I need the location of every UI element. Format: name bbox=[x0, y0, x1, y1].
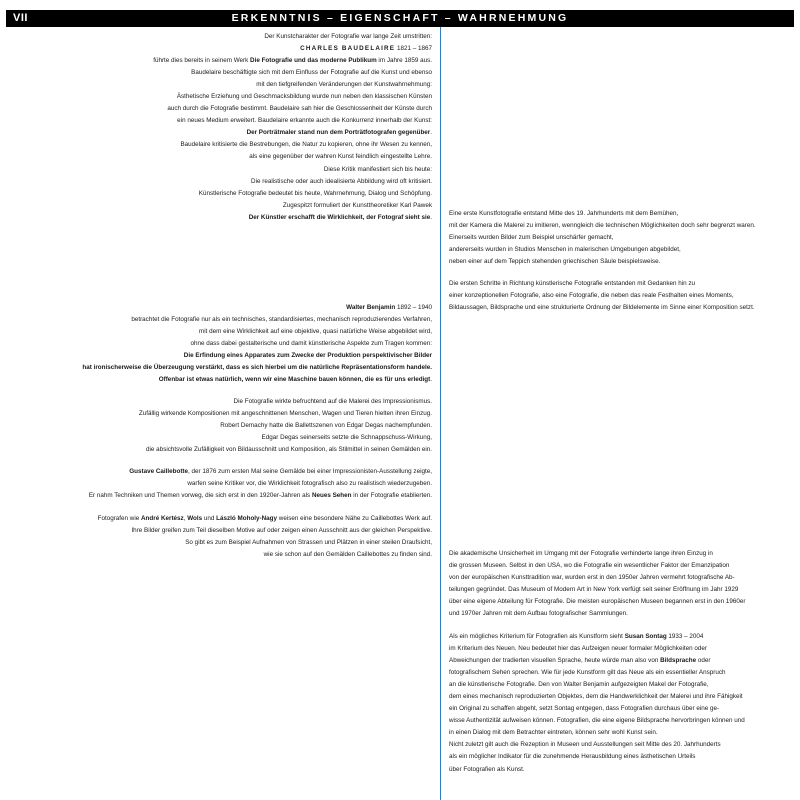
emphasized-text: Der Künstler erschafft die Wirklichkeit, der Fotograf sieht sie bbox=[248, 213, 431, 221]
text-line bbox=[449, 596, 746, 608]
text-run: Baudelaire kritisierte die Bestrebungen, die Natur zu kopieren, ohne ihr Wesen zu kennen, bbox=[180, 141, 432, 149]
text-run: mit der Kamera die Malerei zu imitieren, wenngleich die technischen Möglichkeiten doch sehr begrenzt waren. bbox=[449, 222, 756, 230]
text-line bbox=[153, 151, 432, 163]
text-run: als ein möglicher Indikator für die zunehmende Herausbildung eines ästhetischen Urteils bbox=[449, 753, 696, 761]
text-run: weisen eine besondere Nähe zu Caillebottes Werk auf. bbox=[277, 515, 432, 522]
text-line bbox=[98, 525, 432, 537]
text-line bbox=[449, 208, 756, 220]
text-line bbox=[139, 432, 432, 444]
text-line bbox=[449, 278, 755, 290]
chapter-header-bar bbox=[6, 10, 794, 27]
emphasized-text: Neues Sehen bbox=[311, 492, 352, 500]
text-run: Abweichungen der tradierten visuellen Sprache, heute würde man also von bbox=[449, 657, 661, 665]
text-run: . bbox=[430, 213, 432, 221]
text-line bbox=[98, 513, 432, 525]
text-line bbox=[449, 232, 756, 244]
text-run: Der Kunstcharakter der Fotografie war lange Zeit umstritten: bbox=[264, 33, 432, 40]
text-run: als eine gegenüber der wahren Kunst feindlich eingestellte Lehre. bbox=[249, 153, 432, 161]
photographers-paragraph bbox=[98, 513, 432, 561]
text-line bbox=[153, 212, 432, 224]
text-line bbox=[89, 466, 432, 478]
text-line bbox=[82, 326, 432, 338]
text-line bbox=[449, 290, 755, 302]
text-run: Künstlerische Fotografie bedeutet bis heute, Wahrnehmung, Dialog und Schöpfung. bbox=[198, 189, 432, 197]
benjamin-paragraph bbox=[82, 302, 432, 386]
text-line bbox=[153, 164, 432, 176]
text-line bbox=[449, 655, 745, 667]
emphasized-text: Wols bbox=[187, 515, 203, 522]
emphasized-text: Offenbar ist etwas natürlich, wenn wir eine Maschine bauen können, die es für uns erledigt bbox=[158, 376, 431, 384]
text-run: teilungen gegründet. Das Museum of Modern Art in New York verfügt seit seiner Eröffnung im Jahr 1929 bbox=[449, 586, 739, 594]
text-run: , der 1876 zum ersten Mal seine Gemälde bei einer Impressionisten-Ausstellung zeigte, bbox=[188, 468, 432, 475]
text-line bbox=[449, 244, 756, 256]
text-line bbox=[449, 560, 746, 572]
text-line bbox=[449, 220, 756, 232]
text-run: wisse Authentizität aufweisen können. Fotografien, die eine eigene Bildsprache hervorbringen können und bbox=[449, 717, 745, 725]
text-line bbox=[449, 739, 745, 751]
text-run: Diese Kritik manifestiert sich bis heute: bbox=[323, 165, 432, 173]
text-run: oder bbox=[696, 657, 711, 665]
text-run: Die realistische oder auch idealisierte Abbildung wird oft kritisiert. bbox=[251, 177, 432, 185]
text-line bbox=[153, 79, 432, 91]
text-line bbox=[449, 691, 745, 703]
text-run: im Kriterium des Neuen. Neu bedeutet hier das Aufzeigen neuer formaler Möglichkeiten oder bbox=[449, 645, 707, 653]
text-line bbox=[153, 31, 432, 43]
text-line bbox=[153, 115, 432, 127]
text-run: dem eines mechanisch reproduzierten Objektes, dem die Handwerklichkeit der Malerei und ihre Fähigkeit bbox=[449, 693, 743, 701]
text-run: 1892 – 1940 bbox=[395, 304, 432, 311]
text-run: von der europäischen Kunsttradition war, wurden erst in den 1950er Jahren vermehrt fotografische Ab- bbox=[449, 574, 735, 582]
text-line bbox=[89, 478, 432, 490]
text-run: ein Original zu schaffen abgeht, setzt Sontag entgegen, dass Fotografien durchaus über eine ge- bbox=[449, 705, 720, 713]
text-line bbox=[449, 548, 746, 560]
text-run: und 1970er Jahren mit dem Aufbau fotografischer Sammlungen. bbox=[449, 610, 628, 618]
text-run: Die akademische Unsicherheit im Umgang mit der Fotografie verhinderte lange ihren Einzug in bbox=[449, 550, 713, 557]
text-line bbox=[153, 43, 432, 55]
text-run: auch durch die Fotografie bestimmt. Baudelaire sah hier die Geschlossenheit der Künste durch bbox=[167, 105, 432, 113]
text-line bbox=[449, 631, 745, 643]
text-line bbox=[139, 444, 432, 456]
text-line bbox=[449, 256, 756, 268]
text-run: die absichtsvolle Zufälligkeit von Bildausschnitt und Komposition, als Stilmittel in seinen Gemälden ein. bbox=[146, 446, 432, 454]
text-run: Bildaussagen, Bildsprache und eine strukturierte Ordnung der Bildelemente im Sinne einer Komposition setzt. bbox=[449, 304, 755, 312]
text-run: Robert Demachy hatte die Ballettszenen von Edgar Degas nachempfunden. bbox=[220, 422, 432, 430]
text-run: Fotografen wie bbox=[97, 515, 141, 522]
text-line bbox=[139, 408, 432, 420]
text-run: fotografischem Sehen sprechen. Wie für jede Kunstform gilt das Neue als ein essentieller Anspruch bbox=[449, 669, 726, 677]
text-run: wie sie schon auf den Gemälden Caillebottes zu finden sind. bbox=[263, 551, 432, 559]
conceptual-photography-paragraph bbox=[449, 278, 755, 314]
chapter-number: VII bbox=[13, 12, 28, 24]
text-run: einer konzeptionellen Fotografie, also eine Fotografie, die neben das reale Festhalten eines Moments, bbox=[449, 292, 734, 300]
text-run: Einerseits wurden Bilder zum Beispiel unschärfer gemacht, bbox=[449, 234, 614, 242]
text-line bbox=[139, 420, 432, 432]
text-run: Als ein mögliches Kriterium für Fotografien als Kunstform sieht bbox=[449, 633, 625, 640]
text-line bbox=[449, 667, 745, 679]
text-line bbox=[98, 549, 432, 561]
text-line bbox=[449, 715, 745, 727]
text-run: andererseits wurden in Studios Menschen in malerischen Umgebungen abgebildet, bbox=[449, 246, 681, 254]
text-run: Edgar Degas seinerseits setzte die Schnappschuss-Wirkung, bbox=[261, 434, 432, 442]
emphasized-text: hat ironischerweise die Überzeugung verstärkt, dass es sich hierbei um die natürliche Repräsentationsform handele. bbox=[82, 364, 432, 372]
text-line bbox=[153, 91, 432, 103]
text-run: Ihre Bilder greifen zum Teil dieselben Motive auf oder zeigen einen Ausschnitt aus der gleichen Perspektive. bbox=[131, 527, 432, 535]
text-line bbox=[153, 188, 432, 200]
text-line bbox=[153, 200, 432, 212]
text-run: im Jahre 1859 aus. bbox=[376, 57, 432, 65]
text-run: Er nahm Techniken und Themen vorweg, die sich erst in den 1920er-Jahren als bbox=[88, 492, 312, 500]
text-line bbox=[449, 608, 746, 620]
caillebotte-paragraph bbox=[89, 466, 432, 502]
museums-paragraph bbox=[449, 548, 746, 620]
text-line bbox=[153, 103, 432, 115]
text-run: Die Fotografie wirkte befruchtend auf die Malerei des Impressionismus. bbox=[233, 398, 432, 405]
text-run: mit den tiefgreifenden Veränderungen der Kunstwahrnehmung: bbox=[256, 81, 432, 89]
emphasized-text: Walter Benjamin bbox=[346, 304, 396, 311]
emphasized-text: Die Fotografie und das moderne Publikum bbox=[250, 57, 377, 65]
text-line bbox=[153, 127, 432, 139]
text-run: 1821 – 1867 bbox=[395, 45, 432, 53]
text-line bbox=[98, 537, 432, 549]
text-run: ein neues Medium erweitert. Baudelaire erkannte auch die Konkurrenz innerhalb der Kunst: bbox=[177, 117, 432, 125]
text-run: Ästhetische Erziehung und Geschmacksbildung wurde nun neben den klassischen Künsten bbox=[176, 93, 432, 101]
text-run: warfen seine Kritiker vor, die Wirklichkeit fotografisch also zu realistisch wiederzugeben. bbox=[187, 480, 432, 488]
column-divider bbox=[440, 27, 441, 800]
emphasized-text: Die Erfindung eines Apparates zum Zwecke der Produktion perspektivischer Bilder bbox=[183, 352, 432, 360]
text-run: ohne dass dabei gestalterische und damit künstlerische Aspekte zum Tragen kommen: bbox=[190, 340, 432, 348]
text-run: über eine eigene Abteilung für Fotografie. Die meisten europäischen Museen begannen erst in den 1960er bbox=[449, 598, 746, 606]
text-run: mit dem eine Wirklichkeit auf eine objektive, quasi natürliche Weise abgebildet wird, bbox=[199, 328, 432, 336]
text-line bbox=[82, 374, 432, 386]
emphasized-text: Gustave Caillebotte bbox=[129, 468, 189, 475]
text-run: neben einer auf dem Teppich stehenden griechischen Säule beispielsweise. bbox=[449, 258, 661, 266]
text-line bbox=[449, 643, 745, 655]
text-line bbox=[153, 67, 432, 79]
impressionism-paragraph bbox=[139, 396, 432, 456]
text-line bbox=[153, 55, 432, 67]
emphasized-text: André Kertész bbox=[141, 515, 184, 522]
emphasized-text: László Moholy-Nagy bbox=[216, 515, 278, 522]
text-run: und bbox=[202, 515, 217, 522]
text-line bbox=[82, 338, 432, 350]
text-line bbox=[449, 679, 745, 691]
chapter-title: ERKENNTNIS – EIGENSCHAFT – WAHRNEHMUNG bbox=[231, 12, 569, 24]
text-line bbox=[153, 176, 432, 188]
emphasized-text: CHARLES BAUDELAIRE bbox=[300, 45, 396, 53]
text-line bbox=[82, 362, 432, 374]
text-run: die grossen Museen. Selbst in den USA, wo die Fotografie ein wesentlicher Faktor der Emanzipation bbox=[449, 562, 730, 570]
text-line bbox=[449, 751, 745, 763]
text-line bbox=[449, 302, 755, 314]
baudelaire-paragraph bbox=[153, 31, 432, 224]
text-run: Nicht zuletzt gilt auch die Rezeption in Museen und Ausstellungen seit Mitte des 20. Jahrhunderts bbox=[449, 741, 721, 749]
sontag-paragraph bbox=[449, 631, 745, 776]
early-art-photography-paragraph bbox=[449, 208, 756, 268]
text-line bbox=[449, 727, 745, 739]
text-run: Zufällig wirkende Kompositionen mit angeschnittenen Menschen, Wagen und Tieren hielten ihren Einzug. bbox=[138, 410, 432, 418]
text-line bbox=[82, 314, 432, 326]
text-line bbox=[89, 490, 432, 502]
text-run: . bbox=[430, 129, 432, 137]
text-run: So gibt es zum Beispiel Aufnahmen von Strassen und Plätzen in einer steilen Draufsicht, bbox=[185, 539, 432, 547]
text-run: betrachtet die Fotografie nur als ein technisches, standardisiertes, mechanisch reproduzierendes Verfahren, bbox=[131, 316, 432, 324]
emphasized-text: Susan Sontag bbox=[624, 633, 667, 640]
text-run: über Fotografien als Kunst. bbox=[449, 765, 525, 773]
text-line bbox=[82, 302, 432, 314]
text-line bbox=[153, 139, 432, 151]
text-run: führte dies bereits in seinem Werk bbox=[153, 57, 251, 65]
text-run: Baudelaire beschäftigte sich mit dem Einfluss der Fotografie auf die Kunst und ebenso bbox=[191, 69, 432, 77]
text-run: Eine erste Kunstfotografie entstand Mitte des 19. Jahrhunderts mit dem Bemühen, bbox=[449, 210, 679, 217]
emphasized-text: Bildsprache bbox=[660, 657, 697, 665]
emphasized-text: Der Porträtmaler stand nun dem Porträtfotografen gegenüber bbox=[246, 129, 431, 137]
text-line bbox=[82, 350, 432, 362]
text-line bbox=[449, 572, 746, 584]
text-line bbox=[449, 703, 745, 715]
text-line bbox=[449, 584, 746, 596]
text-run: an die künstlerische Fotografie. Den von Walter Benjamin aufgezeigten Makel der Fotografie, bbox=[449, 681, 709, 689]
text-run: Die ersten Schritte in Richtung künstlerische Fotografie entstanden mit Gedanken hin zu bbox=[449, 280, 696, 287]
text-run: , bbox=[183, 515, 188, 522]
text-line bbox=[449, 764, 745, 776]
text-run: in einen Dialog mit dem Betrachter eintreten, können sehr wohl Kunst sein. bbox=[449, 729, 658, 737]
text-run: Zugespitzt formuliert der Kunsttheoretiker Karl Pawek bbox=[282, 201, 432, 209]
text-run: in der Fotografie etablierten. bbox=[351, 492, 432, 500]
text-run: 1933 – 2004 bbox=[666, 633, 704, 640]
text-run: . bbox=[430, 376, 432, 384]
text-line bbox=[139, 396, 432, 408]
